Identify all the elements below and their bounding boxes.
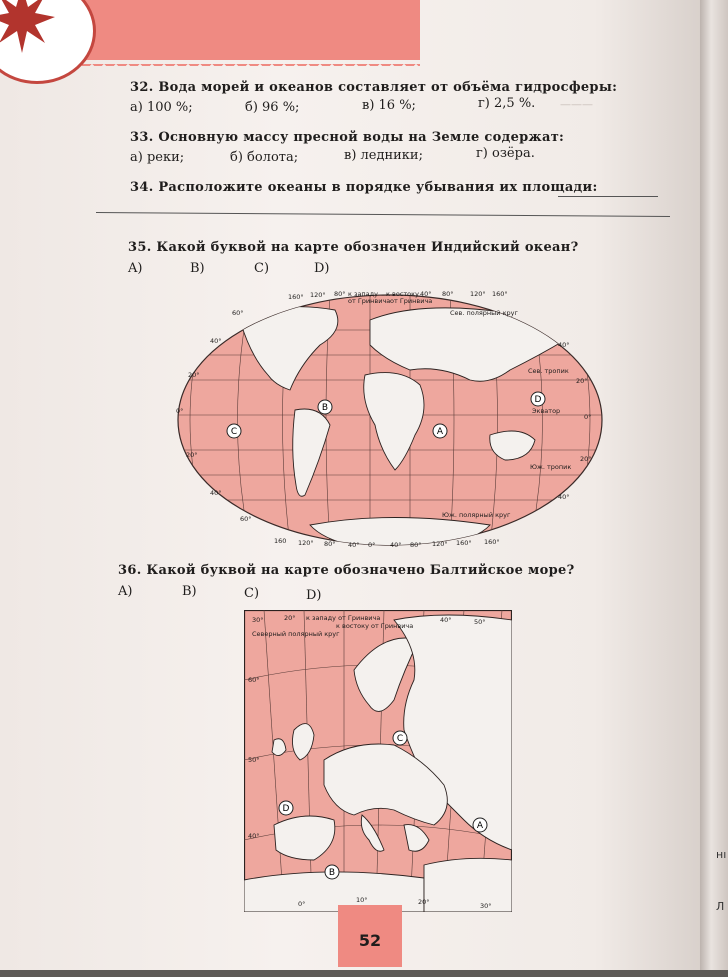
world-bottom-label: 0° <box>368 541 376 549</box>
europe-lat-label: 60° <box>248 676 260 684</box>
q35-option-d: D) <box>314 261 330 276</box>
q32-option-a: а) 100 %; <box>130 100 193 115</box>
tropic-cancer-label: Сев. тропик <box>528 367 569 375</box>
europe-top-label: 40° <box>440 616 452 624</box>
question-32: 32. Вода морей и океанов составляет от объёма гидросферы: <box>130 80 618 95</box>
world-lat-left: 60° <box>232 309 244 317</box>
answer-line-1 <box>558 196 658 197</box>
q32-option-c: в) 16 %; <box>362 98 416 113</box>
world-bottom-label: 40° <box>390 541 402 549</box>
q33-option-d: г) озёра. <box>476 146 535 161</box>
q32-option-b: б) 96 %; <box>245 100 300 115</box>
world-top-label: к западу <box>348 290 379 298</box>
europe-top-label: к западу от Гринвича <box>306 614 381 622</box>
world-lat-left: 40° <box>210 337 222 345</box>
europe-marker-d: D <box>282 804 290 814</box>
world-lat-right: 0° <box>584 413 592 421</box>
bleedthrough-text: ——— <box>560 98 593 111</box>
arctic-circle-label: Северный полярный круг <box>252 630 340 638</box>
book-spine-edge <box>700 0 728 970</box>
world-top-label: к востоку <box>386 290 419 298</box>
europe-lat-label: 50° <box>248 756 260 764</box>
world-lat-right: 20° <box>580 455 592 463</box>
europe-bottom-label: 30° <box>480 902 492 910</box>
world-lat-right: 20° <box>576 377 588 385</box>
europe-marker-b: B <box>328 868 336 878</box>
q36-option-a: A) <box>118 584 133 599</box>
europe-bottom-label: 10° <box>356 896 368 904</box>
europe-top-label: 50° <box>474 618 486 626</box>
europe-bottom-label: 0° <box>298 900 306 908</box>
q35-option-a: A) <box>128 261 143 276</box>
world-top-label: 80° <box>442 290 454 298</box>
world-marker-a: A <box>436 427 444 437</box>
answer-line-2 <box>96 212 670 217</box>
world-top-label: 120° <box>470 290 486 298</box>
q33-option-c: в) ледники; <box>344 148 423 163</box>
world-bottom-label: 160° <box>456 539 472 547</box>
chapter-badge <box>0 0 96 84</box>
world-bottom-label: 120° <box>298 539 314 547</box>
header-zigzag <box>80 52 420 66</box>
world-lat-left: 40° <box>210 489 222 497</box>
question-36: 36. Какой буквой на карте обозначено Балтийское море? <box>118 563 575 578</box>
world-bottom-label: 160° <box>484 538 500 546</box>
europe-lat-label: 40° <box>248 832 260 840</box>
world-bottom-label: 80° <box>324 540 336 548</box>
europe-bottom-label: 20° <box>418 898 430 906</box>
world-marker-b: B <box>321 403 329 413</box>
world-top-label: 80° <box>334 290 346 298</box>
question-35: 35. Какой буквой на карте обозначен Индийский океан? <box>128 240 579 255</box>
world-top-label: от Гринвича <box>390 297 433 305</box>
world-top-label: 120° <box>310 291 326 299</box>
world-bottom-label: 160 <box>274 537 287 545</box>
world-lat-left: 20° <box>186 451 198 459</box>
world-lat-left: 20° <box>188 371 200 379</box>
world-top-label: от Гринвича <box>348 297 391 305</box>
world-map <box>170 285 610 555</box>
q36-option-b: B) <box>182 584 197 599</box>
europe-top-label: 30° <box>252 616 264 624</box>
side-text-fragment: Л <box>716 900 725 913</box>
arctic-circle-label: Сев. полярный круг <box>450 309 518 317</box>
q35-option-b: B) <box>190 261 205 276</box>
world-lat-right: 40° <box>558 341 570 349</box>
world-top-label: 160° <box>492 290 508 298</box>
world-top-label: 160° <box>288 293 304 301</box>
equator-label: Экватор <box>532 407 561 415</box>
world-top-label: 40° <box>420 290 432 298</box>
antarctic-circle-label: Юж. полярный круг <box>442 511 511 519</box>
europe-top-label: 20° <box>284 614 296 622</box>
world-lat-left: 60° <box>240 515 252 523</box>
europe-marker-a: A <box>476 821 484 831</box>
question-34: 34. Расположите океаны в порядке убывания их площади: <box>130 180 598 195</box>
europe-marker-c: C <box>396 734 404 744</box>
q36-option-c: C) <box>244 586 260 601</box>
page-number: 52 <box>338 905 402 967</box>
world-bottom-label: 120° <box>432 540 448 548</box>
world-marker-d: D <box>534 395 542 405</box>
star-icon <box>0 0 57 55</box>
world-bottom-label: 80° <box>410 541 422 549</box>
world-lat-right: 40° <box>558 493 570 501</box>
q36-option-d: D) <box>306 588 322 603</box>
q35-option-c: C) <box>254 261 270 276</box>
q32-option-d: г) 2,5 %. <box>478 96 536 111</box>
question-33: 33. Основную массу пресной воды на Земле содержат: <box>130 130 565 145</box>
q33-option-a: а) реки; <box>130 150 185 165</box>
tropic-capricorn-label: Юж. тропик <box>530 463 572 471</box>
europe-top-label: к востоку от Гринвича <box>336 622 414 630</box>
europe-map <box>244 610 512 912</box>
side-text-fragment: нı <box>716 848 727 861</box>
world-bottom-label: 40° <box>348 541 360 549</box>
q33-option-b: б) болота; <box>230 150 299 165</box>
world-marker-c: C <box>230 427 238 437</box>
world-lat-left: 0° <box>176 407 184 415</box>
